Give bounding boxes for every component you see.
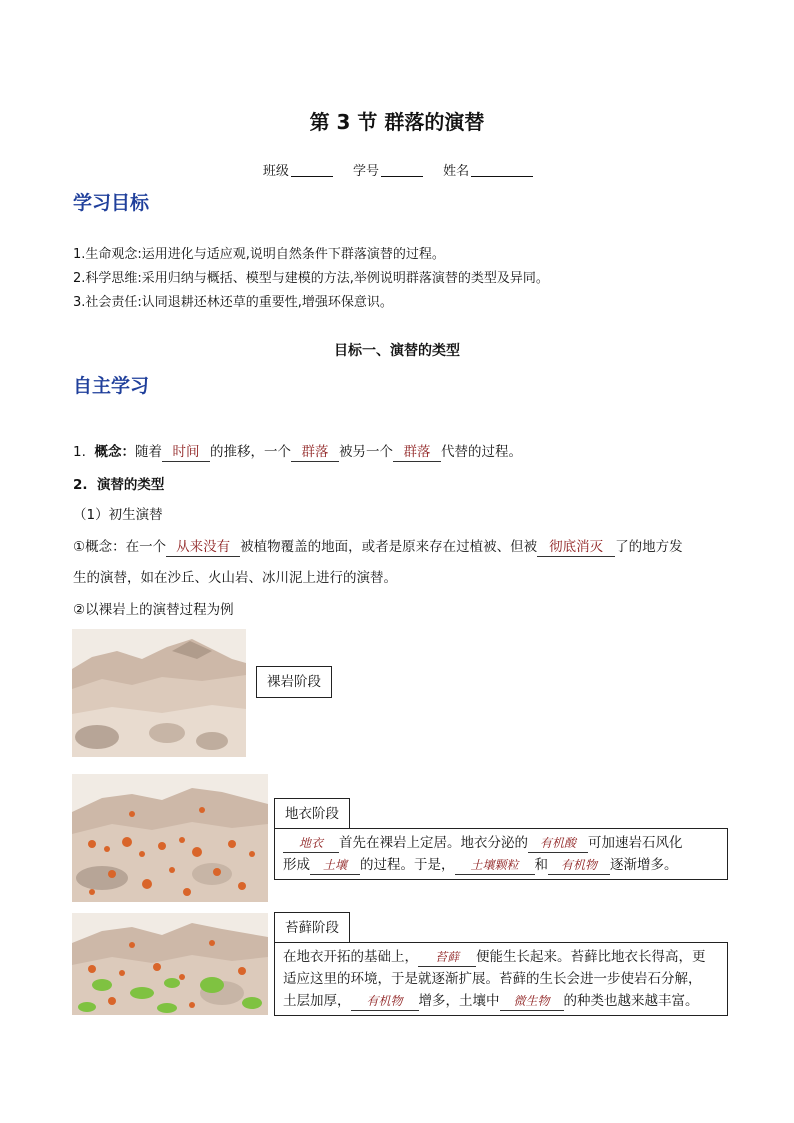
student-info-line <box>0 160 794 179</box>
text: 被另一个 <box>338 444 393 460</box>
answer-blank[interactable]: 群落 <box>291 443 339 462</box>
answer-blank[interactable]: 土壤 <box>310 856 360 875</box>
bare-rock-illustration <box>72 629 246 757</box>
concept-line <box>73 440 522 462</box>
stage-label-moss: 苔藓阶段 <box>274 912 350 944</box>
class-label: 班级 <box>262 164 289 179</box>
text: 可加速岩石风化 <box>588 835 683 851</box>
text: 代替的过程。 <box>440 444 522 460</box>
answer-blank[interactable]: 时间 <box>162 443 210 462</box>
answer-blank[interactable]: 微生物 <box>500 992 564 1011</box>
answer-blank[interactable]: 从来没有 <box>166 538 240 557</box>
objectives-heading: 学习目标 <box>73 192 150 214</box>
answer-blank[interactable]: 有机物 <box>548 856 610 875</box>
answer-blank[interactable]: 有机物 <box>351 992 419 1011</box>
text: 被植物覆盖的地面，或者是原来存在过植被、但被 <box>240 539 538 555</box>
types-heading-text: 演替的类型 <box>96 477 165 493</box>
objective-item: 1.生命观念:运用进化与适应观,说明自然条件下群落演替的过程。 <box>73 247 445 262</box>
page-title: 第 3 节 群落的演替 <box>309 110 485 134</box>
primary-concept-line2: 生的演替，如在沙丘、火山岩、冰川泥上进行的演替。 <box>73 570 397 586</box>
text: 便能生长起来。苔藓比地衣长得高，更 <box>476 949 706 965</box>
moss-desc-line2: 适应这里的环境，于是就逐渐扩展。苔藓的生长会进一步使岩石分解， <box>283 971 702 987</box>
lichen-stage-illustration <box>72 774 268 902</box>
answer-blank[interactable]: 地衣 <box>283 834 339 853</box>
moss-desc-line1 <box>283 946 719 968</box>
answer-blank[interactable]: 群落 <box>393 443 441 462</box>
text: 随着 <box>134 444 162 460</box>
goal-one-heading: 目标一、演替的类型 <box>334 343 460 359</box>
text: 在地衣开拓的基础上， <box>283 949 418 965</box>
lichen-desc-line2 <box>283 854 719 876</box>
moss-stage-description <box>274 942 728 1016</box>
text: 了的地方发 <box>615 539 683 555</box>
stage-label-bare-rock: 裸岩阶段 <box>256 666 332 698</box>
text: 的种类也越来越丰富。 <box>563 993 699 1009</box>
text: 逐渐增多。 <box>610 857 678 873</box>
number-blank[interactable] <box>381 164 423 177</box>
self-study-heading: 自主学习 <box>73 375 150 397</box>
stage-label-lichen: 地衣阶段 <box>274 798 350 830</box>
text: 形成 <box>283 857 310 873</box>
objective-item: 2.科学思维:采用归纳与概括、模型与建模的方法,举例说明群落演替的类型及异同。 <box>73 271 549 286</box>
lichen-desc-line1 <box>283 832 719 854</box>
name-label: 姓名 <box>443 164 470 179</box>
text: 首先在裸岩上定居。地衣分泌的 <box>339 835 528 851</box>
objective-item: 3.社会责任:认同退耕还林还草的重要性,增强环保意识。 <box>73 295 393 310</box>
name-blank[interactable] <box>471 164 533 177</box>
primary-concept-line1 <box>73 535 683 557</box>
text: 土层加厚， <box>283 993 351 1009</box>
text: 的推移，一个 <box>209 444 291 460</box>
item-number: 1. <box>73 444 86 460</box>
moss-stage-illustration <box>72 913 268 1015</box>
moss-desc-line3 <box>283 990 719 1012</box>
answer-blank[interactable]: 土壤颗粒 <box>455 856 535 875</box>
concept-label: 概念： <box>94 444 135 460</box>
item-number: 2. <box>73 477 88 493</box>
answer-blank[interactable]: 彻底消灭 <box>537 538 615 557</box>
text: ①概念：在一个 <box>73 539 167 555</box>
primary-succession-heading: （1）初生演替 <box>73 507 163 523</box>
text: 增多，土壤中 <box>418 993 500 1009</box>
answer-blank[interactable]: 苔藓 <box>418 948 476 967</box>
text: 的过程。于是， <box>360 857 455 873</box>
class-blank[interactable] <box>291 164 333 177</box>
types-heading <box>73 473 164 493</box>
text: 和 <box>534 857 548 873</box>
number-label: 学号 <box>352 164 379 179</box>
answer-blank[interactable]: 有机酸 <box>528 834 588 853</box>
example-heading: ②以裸岩上的演替过程为例 <box>73 602 234 618</box>
lichen-stage-description <box>274 828 728 880</box>
